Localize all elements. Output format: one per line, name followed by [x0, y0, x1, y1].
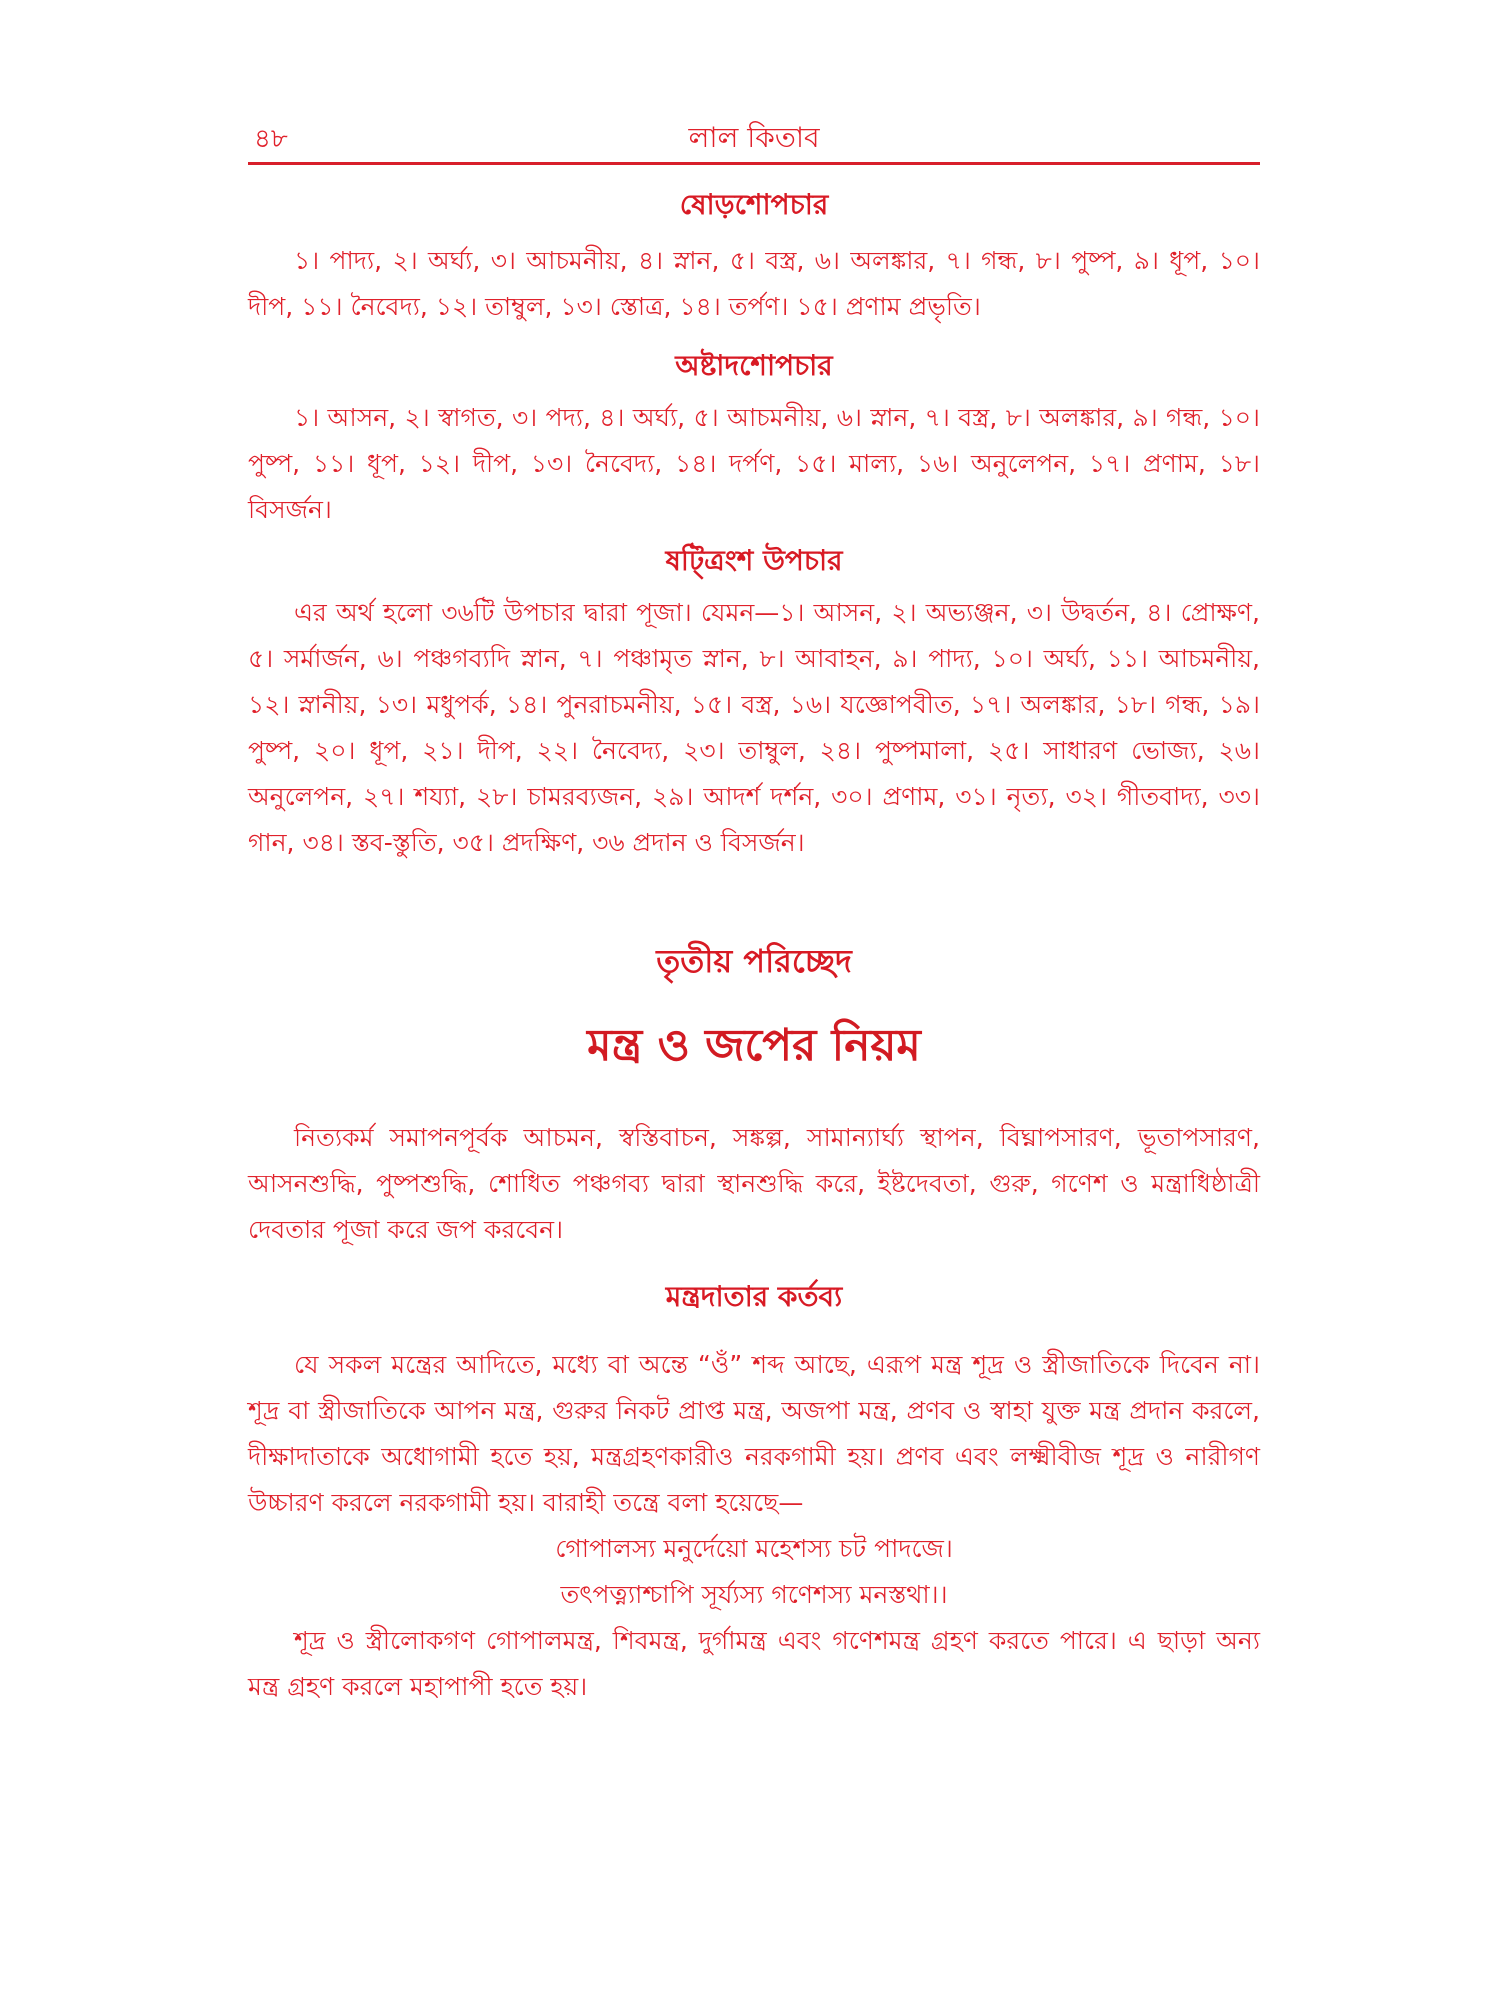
- section-heading: ষট্ত্রিংশ উপচার: [665, 544, 843, 577]
- verse-line: গোপালস্য মনুর্দেয়ো মহেশস্য চট পাদজে।: [555, 1534, 953, 1563]
- chapter-title: মন্ত্র ও জপের নিয়ম: [587, 1020, 921, 1071]
- verse-line: তৎপত্ন্যাশ্চাপি সূর্য্যস্য গণেশস্য মনস্তথা।।: [560, 1580, 948, 1609]
- section-body: ১। আসন, ২। স্বাগত, ৩। পদ্য, ৪। অর্ঘ্য, ৫। আচমনীয়, ৬। স্নান, ৭। বস্ত্র, ৮। অলঙ্কার, ৯। গন্ধ, ১০। পুষ্প, ১১। ধূপ, ১২। দীপ, ১৩। নৈবেদ্য, ১৪। দর্পণ, ১৫। মাল্য, ১৬। অনুলেপন, ১৭। প্রণাম, ১৮। বিসর্জন।: [248, 403, 1260, 524]
- duty-paragraph: যে সকল মন্ত্রের আদিতে, মধ্যে বা অন্তে “ওঁ” শব্দ আছে, এরূপ মন্ত্র শূদ্র ও স্ত্রীজাতিকে দিবেন না। শূদ্র বা স্ত্রীজাতিকে আপন মন্ত্র, গুরুর নিকট প্রাপ্ত মন্ত্র, অজপা মন্ত্র, প্রণব ও স্বাহা যুক্ত মন্ত্র প্রদান করলে, দীক্ষাদাতাকে অধোগামী হতে হয়, মন্ত্রগ্রহণকারীও নরকগামী হয়। প্রণব এবং লক্ষ্মীবীজ শূদ্র ও নারীগণ উচ্চারণ করলে নরকগামী হয়। বারাহী তন্ত্রে বলা হয়েছে—: [248, 1350, 1260, 1517]
- book-page: [248, 110, 1260, 1710]
- section-body: এর অর্থ হলো ৩৬টি উপচার দ্বারা পূজা। যেমন—১। আসন, ২। অভ্যঞ্জন, ৩। উদ্বর্তন, ৪। প্রোক্ষণ, ৫। সর্মার্জন, ৬। পঞ্চগব্যদি স্নান, ৭। পঞ্চামৃত স্নান, ৮। আবাহন, ৯। পাদ্য, ১০। অর্ঘ্য, ১১। আচমনীয়, ১২। স্নানীয়, ১৩। মধুপর্ক, ১৪। পুনরাচমনীয়, ১৫। বস্ত্র, ১৬। যজ্ঞোপবীত, ১৭। অলঙ্কার, ১৮। গন্ধ, ১৯। পুষ্প, ২০। ধূপ, ২১। দীপ, ২২। নৈবেদ্য, ২৩। তাম্বুল, ২৪। পুষ্পমালা, ২৫। সাধারণ ভোজ্য, ২৬। অনুলেপন, ২৭। শয্যা, ২৮। চামরব্যজন, ২৯। আদর্শ দর্শন, ৩০। প্রণাম, ৩১। নৃত্য, ৩২। গীতবাদ্য, ৩৩। গান, ৩৪। স্তব-স্তুতি, ৩৫। প্রদক্ষিণ, ৩৬ প্রদান ও বিসর্জন।: [248, 598, 1260, 857]
- chapter-intro: নিত্যকর্ম সমাপনপূর্বক আচমন, স্বস্তিবাচন, সঙ্কল্প, সামান্যার্ঘ্য স্থাপন, বিঘ্নাপসারণ, ভূতাপসারণ, আসনশুদ্ধি, পুষ্পশুদ্ধি, শোধিত পঞ্চগব্য দ্বারা স্থানশুদ্ধি করে, ইষ্টদেবতা, গুরু, গণেশ ও মন্ত্রাধিষ্ঠাত্রী দেবতার পূজা করে জপ করবেন।: [248, 1123, 1260, 1244]
- chapter-label: তৃতীয় পরিচ্ছেদ: [656, 942, 852, 980]
- section-body: ১। পাদ্য, ২। অর্ঘ্য, ৩। আচমনীয়, ৪। স্নান, ৫। বস্ত্র, ৬। অলঙ্কার, ৭। গন্ধ, ৮। পুষ্প, ৯। ধূপ, ১০। দীপ, ১১। নৈবেদ্য, ১২। তাম্বুল, ১৩। স্তোত্র, ১৪। তর্পণ। ১৫। প্রণাম প্রভৃতি।: [248, 246, 1260, 321]
- book-title: লাল কিতাব: [688, 121, 820, 154]
- running-header: [248, 110, 1260, 165]
- section-heading: অষ্টাদশোপচার: [675, 349, 833, 382]
- section-heading: ষোড়শোপচার: [679, 188, 829, 221]
- duty-paragraph: শূদ্র ও স্ত্রীলোকগণ গোপালমন্ত্র, শিবমন্ত্র, দুর্গামন্ত্র এবং গণেশমন্ত্র গ্রহণ করতে পারে। এ ছাড়া অন্য মন্ত্র গ্রহণ করলে মহাপাপী হতে হয়।: [248, 1626, 1260, 1701]
- section-heading: মন্ত্রদাতার কর্তব্য: [665, 1280, 843, 1313]
- page-number: ৪৮: [254, 124, 288, 154]
